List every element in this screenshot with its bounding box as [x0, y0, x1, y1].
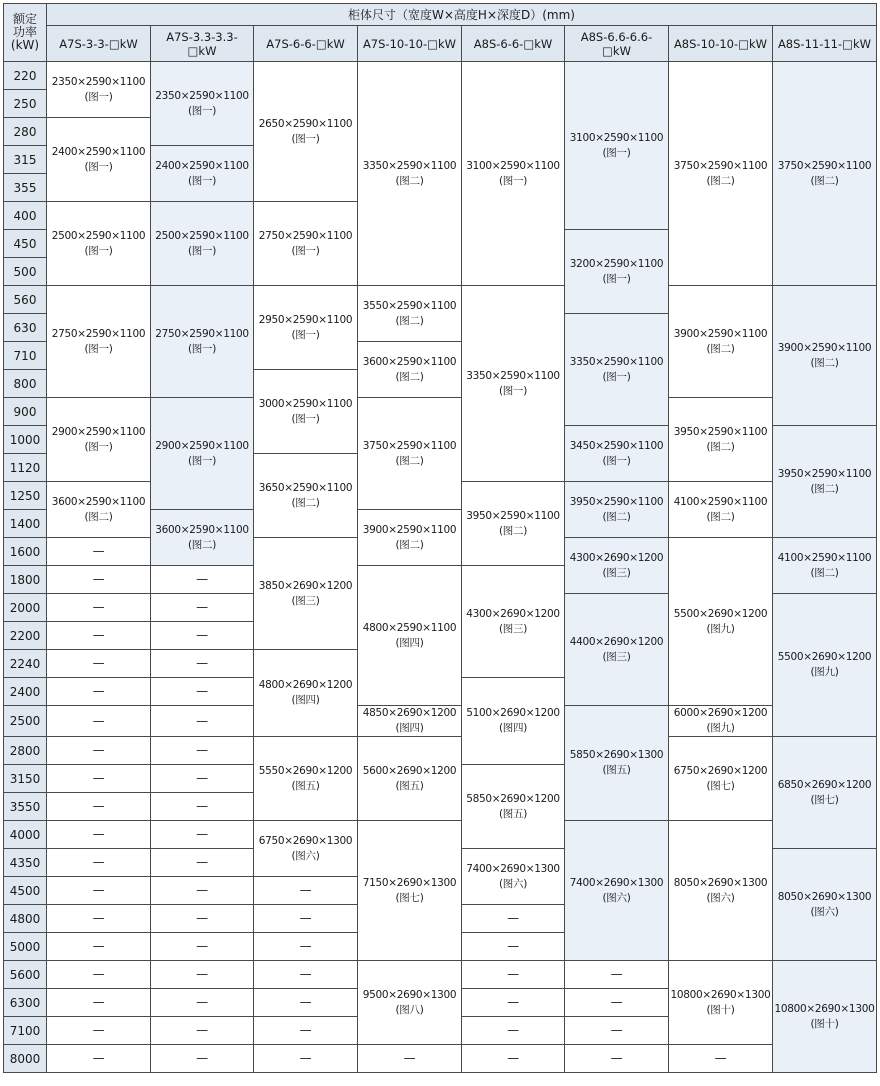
power-value: 4500	[4, 877, 47, 905]
size-cell: 3650×2590×1100 (图二)	[254, 454, 358, 538]
model-header-5	[462, 26, 565, 62]
empty-cell: —	[565, 961, 669, 989]
table-row	[4, 961, 877, 989]
empty-cell: —	[254, 877, 358, 905]
empty-cell: —	[47, 989, 151, 1017]
size-cell: 5500×2690×1200 (图九)	[773, 594, 877, 737]
power-value: 2000	[4, 594, 47, 622]
size-cell: 4100×2590×1100 (图二)	[773, 538, 877, 594]
size-cell: 3900×2590×1100 (图二)	[358, 510, 462, 566]
size-cell: 3000×2590×1100 (图一)	[254, 370, 358, 454]
power-value: 2240	[4, 650, 47, 678]
size-cell: 3450×2590×1100 (图一)	[565, 426, 669, 482]
size-cell: 3900×2590×1100 (图二)	[669, 286, 773, 398]
size-cell: 3350×2590×1100 (图二)	[358, 62, 462, 286]
size-cell: 2900×2590×1100 (图一)	[47, 398, 151, 482]
empty-cell: —	[47, 793, 151, 821]
empty-cell: —	[462, 1017, 565, 1045]
model-header-8	[773, 26, 877, 62]
size-cell: 2350×2590×1100 (图一)	[47, 62, 151, 118]
size-cell: 2650×2590×1100 (图一)	[254, 62, 358, 202]
power-value: 355	[4, 174, 47, 202]
size-cell: 2500×2590×1100 (图一)	[47, 202, 151, 286]
model-label: A7S-3.3-3.3- □kW	[166, 29, 238, 58]
power-value: 315	[4, 146, 47, 174]
size-cell: 8050×2690×1300 (图六)	[669, 821, 773, 961]
empty-cell: —	[151, 989, 254, 1017]
size-cell: 3600×2590×1100 (图二)	[47, 482, 151, 538]
empty-cell: —	[47, 961, 151, 989]
cabinet-size-table-wrapper	[3, 3, 877, 1073]
table-row	[4, 62, 877, 90]
size-cell: 4850×2690×1200 (图四)	[358, 706, 462, 737]
table-row	[4, 737, 877, 765]
size-cell: 3950×2590×1100 (图二)	[773, 426, 877, 538]
empty-cell: —	[151, 961, 254, 989]
power-value: 1000	[4, 426, 47, 454]
size-cell: 5850×2690×1200 (图五)	[462, 765, 565, 849]
power-value: 2400	[4, 678, 47, 706]
size-cell: 3100×2590×1100 (图一)	[565, 62, 669, 230]
power-value: 5000	[4, 933, 47, 961]
power-value: 1400	[4, 510, 47, 538]
empty-cell: —	[47, 821, 151, 849]
model-label: A8S-6-6-□kW	[473, 36, 553, 51]
size-cell: 3600×2590×1100 (图二)	[151, 510, 254, 566]
model-label: A7S-6-6-□kW	[266, 36, 345, 51]
power-value: 630	[4, 314, 47, 342]
empty-cell: —	[47, 877, 151, 905]
empty-cell: —	[565, 1045, 669, 1073]
size-cell: 3100×2590×1100 (图一)	[462, 62, 565, 286]
size-cell: 4100×2590×1100 (图二)	[669, 482, 773, 538]
size-cell: 2400×2590×1100 (图一)	[151, 146, 254, 202]
size-cell: 2750×2590×1100 (图一)	[47, 286, 151, 398]
empty-cell: —	[151, 650, 254, 678]
size-cell: 2350×2590×1100 (图一)	[151, 62, 254, 146]
empty-cell: —	[254, 961, 358, 989]
table-row	[4, 706, 877, 737]
empty-cell: —	[151, 765, 254, 793]
empty-cell: —	[669, 1045, 773, 1073]
power-value: 800	[4, 370, 47, 398]
empty-cell: —	[151, 877, 254, 905]
empty-cell: —	[47, 622, 151, 650]
size-cell: 3850×2690×1200 (图三)	[254, 538, 358, 650]
table-row	[4, 398, 877, 426]
empty-cell: —	[151, 678, 254, 706]
empty-cell: —	[462, 961, 565, 989]
size-cell: 3950×2590×1100 (图二)	[669, 398, 773, 482]
size-cell: 6750×2690×1300 (图六)	[254, 821, 358, 877]
power-value: 4350	[4, 849, 47, 877]
empty-cell: —	[151, 849, 254, 877]
model-label: A8S-6.6-6.6- □kW	[580, 29, 653, 58]
size-cell: 3950×2590×1100 (图二)	[565, 482, 669, 538]
size-cell: 2750×2590×1100 (图一)	[254, 202, 358, 286]
empty-cell: —	[254, 989, 358, 1017]
power-value: 2800	[4, 737, 47, 765]
empty-cell: —	[47, 1045, 151, 1073]
table-title-header	[47, 4, 877, 26]
empty-cell: —	[47, 538, 151, 566]
size-cell: 7400×2690×1300 (图六)	[462, 849, 565, 905]
size-cell: 5100×2690×1200 (图四)	[462, 678, 565, 765]
power-value: 560	[4, 286, 47, 314]
size-cell: 2950×2590×1100 (图一)	[254, 286, 358, 370]
size-cell: 3550×2590×1100 (图二)	[358, 286, 462, 342]
empty-cell: —	[151, 905, 254, 933]
power-value: 710	[4, 342, 47, 370]
cabinet-size-table	[3, 3, 877, 1073]
size-cell: 2900×2590×1100 (图一)	[151, 398, 254, 510]
model-header-3	[254, 26, 358, 62]
size-cell: 5550×2690×1200 (图五)	[254, 737, 358, 821]
power-value: 900	[4, 398, 47, 426]
empty-cell: —	[151, 933, 254, 961]
empty-cell: —	[565, 1017, 669, 1045]
model-label: A8S-10-10-□kW	[673, 36, 768, 51]
size-cell: 8050×2690×1300 (图六)	[773, 849, 877, 961]
power-value: 2500	[4, 706, 47, 737]
size-cell: 6000×2690×1200 (图九)	[669, 706, 773, 737]
size-cell: 3950×2590×1100 (图二)	[462, 482, 565, 566]
power-value: 5600	[4, 961, 47, 989]
model-header-6	[565, 26, 669, 62]
empty-cell: —	[565, 989, 669, 1017]
power-value: 400	[4, 202, 47, 230]
empty-cell: —	[462, 989, 565, 1017]
size-cell: 4300×2690×1200 (图三)	[565, 538, 669, 594]
size-cell: 3350×2590×1100 (图一)	[462, 286, 565, 482]
power-value: 1120	[4, 454, 47, 482]
power-value: 1600	[4, 538, 47, 566]
size-cell: 2400×2590×1100 (图一)	[47, 118, 151, 202]
table-row	[4, 1045, 877, 1073]
empty-cell: —	[47, 765, 151, 793]
size-cell: 4800×2690×1200 (图四)	[254, 650, 358, 737]
size-cell: 9500×2690×1300 (图八)	[358, 961, 462, 1045]
model-header-2	[151, 26, 254, 62]
power-header-label: 额定 功率 (kW)	[10, 12, 40, 52]
power-value: 7100	[4, 1017, 47, 1045]
size-cell: 4800×2590×1100 (图四)	[358, 566, 462, 706]
empty-cell: —	[47, 594, 151, 622]
empty-cell: —	[47, 650, 151, 678]
model-header-7	[669, 26, 773, 62]
empty-cell: —	[47, 933, 151, 961]
size-cell: 4400×2690×1200 (图三)	[565, 594, 669, 706]
empty-cell: —	[151, 566, 254, 594]
size-cell: 10800×2690×1300 (图十)	[669, 961, 773, 1045]
empty-cell: —	[462, 933, 565, 961]
power-value: 280	[4, 118, 47, 146]
empty-cell: —	[47, 706, 151, 737]
model-header-1	[47, 26, 151, 62]
size-cell: 2500×2590×1100 (图一)	[151, 202, 254, 286]
size-cell: 3750×2590×1100 (图二)	[358, 398, 462, 510]
power-value: 250	[4, 90, 47, 118]
empty-cell: —	[47, 849, 151, 877]
size-cell: 6750×2690×1200 (图七)	[669, 737, 773, 821]
empty-cell: —	[254, 1045, 358, 1073]
empty-cell: —	[47, 566, 151, 594]
empty-cell: —	[151, 737, 254, 765]
power-column-header	[4, 4, 47, 62]
size-cell: 3750×2590×1100 (图二)	[773, 62, 877, 286]
power-value: 1800	[4, 566, 47, 594]
empty-cell: —	[47, 678, 151, 706]
power-value: 500	[4, 258, 47, 286]
empty-cell: —	[151, 594, 254, 622]
size-cell: 7400×2690×1300 (图六)	[565, 821, 669, 961]
power-value: 220	[4, 62, 47, 90]
empty-cell: —	[462, 905, 565, 933]
size-cell: 6850×2690×1200 (图七)	[773, 737, 877, 849]
size-cell: 10800×2690×1300 (图十)	[773, 961, 877, 1073]
model-label: A7S-3-3-□kW	[59, 36, 138, 51]
model-header-4	[358, 26, 462, 62]
table-row	[4, 286, 877, 314]
empty-cell: —	[151, 821, 254, 849]
empty-cell: —	[254, 905, 358, 933]
power-value: 1250	[4, 482, 47, 510]
empty-cell: —	[151, 1017, 254, 1045]
empty-cell: —	[151, 793, 254, 821]
empty-cell: —	[462, 1045, 565, 1073]
table-title: 柜体尺寸（宽度W×高度H×深度D）(mm)	[348, 8, 575, 22]
power-value: 4000	[4, 821, 47, 849]
power-value: 4800	[4, 905, 47, 933]
size-cell: 3750×2590×1100 (图二)	[669, 62, 773, 286]
power-value: 2200	[4, 622, 47, 650]
power-value: 3150	[4, 765, 47, 793]
empty-cell: —	[151, 622, 254, 650]
model-label: A7S-10-10-□kW	[362, 36, 457, 51]
empty-cell: —	[151, 706, 254, 737]
power-value: 3550	[4, 793, 47, 821]
empty-cell: —	[47, 1017, 151, 1045]
size-cell: 2750×2590×1100 (图一)	[151, 286, 254, 398]
size-cell: 4300×2690×1200 (图三)	[462, 566, 565, 678]
power-value: 6300	[4, 989, 47, 1017]
size-cell: 5500×2690×1200 (图九)	[669, 538, 773, 706]
power-value: 450	[4, 230, 47, 258]
size-cell: 5850×2690×1300 (图五)	[565, 706, 669, 821]
empty-cell: —	[47, 905, 151, 933]
size-cell: 3200×2590×1100 (图一)	[565, 230, 669, 314]
empty-cell: —	[47, 737, 151, 765]
size-cell: 3900×2590×1100 (图二)	[773, 286, 877, 426]
size-cell: 3600×2590×1100 (图二)	[358, 342, 462, 398]
empty-cell: —	[151, 1045, 254, 1073]
empty-cell: —	[254, 933, 358, 961]
empty-cell: —	[254, 1017, 358, 1045]
size-cell: 5600×2690×1200 (图五)	[358, 737, 462, 821]
empty-cell: —	[358, 1045, 462, 1073]
power-value: 8000	[4, 1045, 47, 1073]
model-header-row	[4, 26, 877, 62]
size-cell: 7150×2690×1300 (图七)	[358, 821, 462, 961]
size-cell: 3350×2590×1100 (图一)	[565, 314, 669, 426]
table-body	[4, 62, 877, 1073]
table-row	[4, 821, 877, 849]
model-label: A8S-11-11-□kW	[777, 36, 872, 51]
